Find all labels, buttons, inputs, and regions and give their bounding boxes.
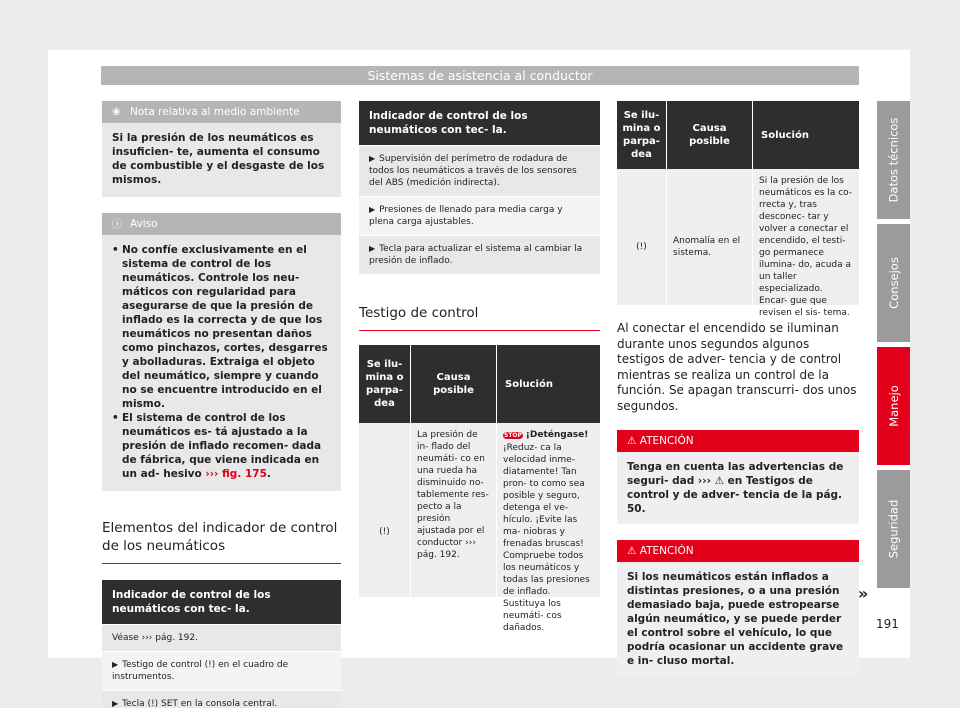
table-row: ▶ Tecla (!) SET en la consola central. bbox=[102, 690, 341, 708]
aviso-item: • El sistema de control de los neumáticos es- tá ajustado a la presión de inflado recomen- dada de fábrica, que viene indicada en un ad- hesivo ››› fig. 175. bbox=[112, 412, 322, 480]
tab-datos-tecnicos[interactable]: Datos técnicos bbox=[877, 101, 910, 219]
fig-link[interactable]: ››› fig. 175 bbox=[205, 468, 267, 480]
tab-seguridad[interactable]: Seguridad bbox=[877, 470, 910, 588]
environment-note-body: Si la presión de los neumáticos es insuficien- te, aumenta el consumo de combustible y el desgaste de los mismos. bbox=[112, 132, 325, 186]
continue-arrow-icon: » bbox=[858, 584, 869, 603]
tab-consejos[interactable]: Consejos bbox=[877, 224, 910, 342]
body-paragraph: Al conectar el encendido se iluminan durante unos segundos algunos testigos de adver- tencia y de control mientras se realiza un control de la función. Se apagan transcurri- dos unos segundos. bbox=[617, 321, 857, 413]
environment-note bbox=[102, 101, 341, 197]
table-row: ▶ Supervisión del perímetro de rodadura de todos los neumáticos a través de los sensores del ABS (medición indirecta). bbox=[359, 145, 600, 196]
aviso-item: • No confíe exclusivamente en el sistema de control de los neumáticos. Controle los neu- máticos con regularidad para asegurarse de que la presión de inflado es la correcta y de que los neumáticos no presentan daños como pinchazos, cortes, desgarres y abolladuras. Extraiga el objeto del neumático, siempre y cuando no se encuentre introducido en el mismo. bbox=[112, 244, 328, 410]
table-row: Véase ››› pág. 192. bbox=[102, 624, 341, 651]
section-title: Testigo de control bbox=[359, 304, 600, 331]
table-row: ▶ Presiones de llenado para media carga y plena carga ajustables. bbox=[359, 196, 600, 235]
warning-icon: ⚠ bbox=[627, 435, 640, 447]
warning-icon: ⚠ bbox=[627, 545, 640, 557]
table-row: (!) La presión de in- flado del neumáti- co en una rueda ha disminuido no- tablemente res- pecto a la presión ajustada por el conductor ››› pág. 192. STOP ¡Deténgase! ¡Reduz- ca la velocidad inme- diatamente! Tan pron- to como sea posible y seguro, detenga el ve- hículo. ¡Evite las ma- niobras y frenadas bruscas! Compruebe todos los neumáticos y todas las presiones de inflado. Sustituya los neumáti- cos dañados. bbox=[359, 423, 600, 597]
warning-box: ⚠ ATENCIÓN Si los neumáticos están inflados a distintas presiones, o a una presión demasiado baja, puede estropearse algún neumático, y se puede perder el control sobre el vehículo, lo que podría ocasionar un accidente grave e in- cluso mortal. bbox=[617, 540, 859, 676]
page-header: Sistemas de asistencia al conductor bbox=[101, 66, 859, 85]
column-middle bbox=[359, 101, 600, 633]
section-title: Elementos del indicador de control de los neumáticos bbox=[102, 519, 341, 564]
tire-pressure-icon: (!) bbox=[617, 169, 667, 325]
table-row: ▶ Tecla para actualizar el sistema al cambiar la presión de inflado. bbox=[359, 235, 600, 274]
tab-manejo[interactable]: Manejo bbox=[877, 347, 910, 465]
aviso-note bbox=[102, 213, 341, 491]
features-table bbox=[359, 101, 600, 274]
column-left bbox=[102, 101, 341, 708]
warning-light-table: Se ilu- mina o parpa- dea Causa posible Solución (!) La presión de in- flado del neumáti- co en una rueda ha disminuido no- tablemente res- pecto a la presión ajustada por el conductor ››› pág. 192. STOP ¡Deténgase! ¡Reduz- ca la velocidad inme- diatamente! Tan pron- to como sea posible y seguro, detenga el ve- hículo. ¡Evite las ma- niobras y frenadas bruscas! Compruebe todos los neumáticos y todas las presiones de inflado. Sustituya los neumáti- cos dañados. bbox=[359, 345, 600, 597]
tire-pressure-icon: (!) bbox=[359, 423, 411, 640]
environment-note-title: Nota relativa al medio ambiente bbox=[130, 106, 300, 118]
page-number: 191 bbox=[876, 617, 899, 631]
table-row: ▶ Testigo de control (!) en el cuadro de instrumentos. bbox=[102, 651, 341, 690]
warning-light-table: Se ilu- mina o parpa- dea Causa posible Solución (!) Anomalía en el sistema. Si la presión de los neumáticos es la co- rrecta y, tras desconec- tar y volver a conectar el encendido, el testi- go permanece ilumina- do, acuda a un taller especializado. Encar- gue que revisen el sis- tema. bbox=[617, 101, 859, 305]
elements-table bbox=[102, 580, 341, 708]
info-icon: ⓘ bbox=[112, 218, 123, 230]
warning-box: ⚠ ATENCIÓN Tenga en cuenta las advertencias de seguri- dad ››› ⚠ en Testigos de control y de adver- tencia de la pág. 50. bbox=[617, 430, 859, 524]
table-head: Indicador de control de los neumáticos con tec- la. bbox=[359, 101, 600, 145]
aviso-title: Aviso bbox=[130, 218, 158, 230]
stop-icon: STOP bbox=[504, 432, 522, 439]
column-right bbox=[617, 101, 859, 676]
leaf-icon: ❀ bbox=[112, 106, 121, 118]
table-head: Indicador de control de los neumáticos con tec- la. bbox=[102, 580, 341, 624]
table-row: (!) Anomalía en el sistema. Si la presión de los neumáticos es la co- rrecta y, tras desconec- tar y volver a conectar el encendido, el testi- go permanece ilumina- do, acuda a un taller especializado. Encar- gue que revisen el sis- tema. bbox=[617, 169, 859, 305]
